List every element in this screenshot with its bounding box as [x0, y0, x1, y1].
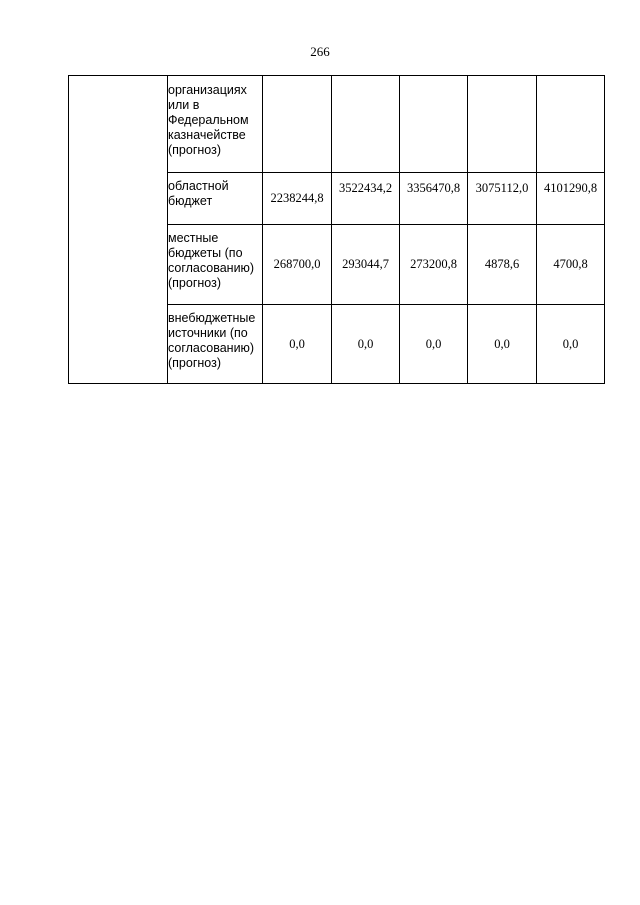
value-cell: 4700,8: [537, 225, 605, 305]
value-cell: [263, 76, 332, 173]
value-cell: 4101290,8: [537, 173, 605, 225]
value-cell: 293044,7: [332, 225, 400, 305]
value-cell: 0,0: [263, 305, 332, 384]
value-cell: 2238244,8: [263, 173, 332, 225]
value-cell: [332, 76, 400, 173]
value-cell: 268700,0: [263, 225, 332, 305]
row-label: внебюджетные источники (по согласованию) (прогноз): [168, 305, 263, 384]
value-cell: 3522434,2: [332, 173, 400, 225]
page-number: 266: [310, 44, 330, 59]
value-cell: 3075112,0: [468, 173, 537, 225]
value-cell: 3356470,8: [400, 173, 468, 225]
row-label: организациях или в Федеральном казначействе (прогноз): [168, 76, 263, 173]
value-cell: [468, 76, 537, 173]
value-cell: 0,0: [332, 305, 400, 384]
value-cell: [537, 76, 605, 173]
budget-table: [68, 75, 605, 384]
row-label: областной бюджет: [168, 173, 263, 225]
value-cell: 0,0: [468, 305, 537, 384]
value-cell: 0,0: [400, 305, 468, 384]
value-cell: 0,0: [537, 305, 605, 384]
value-cell: 273200,8: [400, 225, 468, 305]
empty-left-cell: [69, 76, 168, 384]
value-cell: [400, 76, 468, 173]
value-cell: 4878,6: [468, 225, 537, 305]
table-row: [69, 76, 605, 173]
row-label: местные бюджеты (по согласованию) (прогноз): [168, 225, 263, 305]
